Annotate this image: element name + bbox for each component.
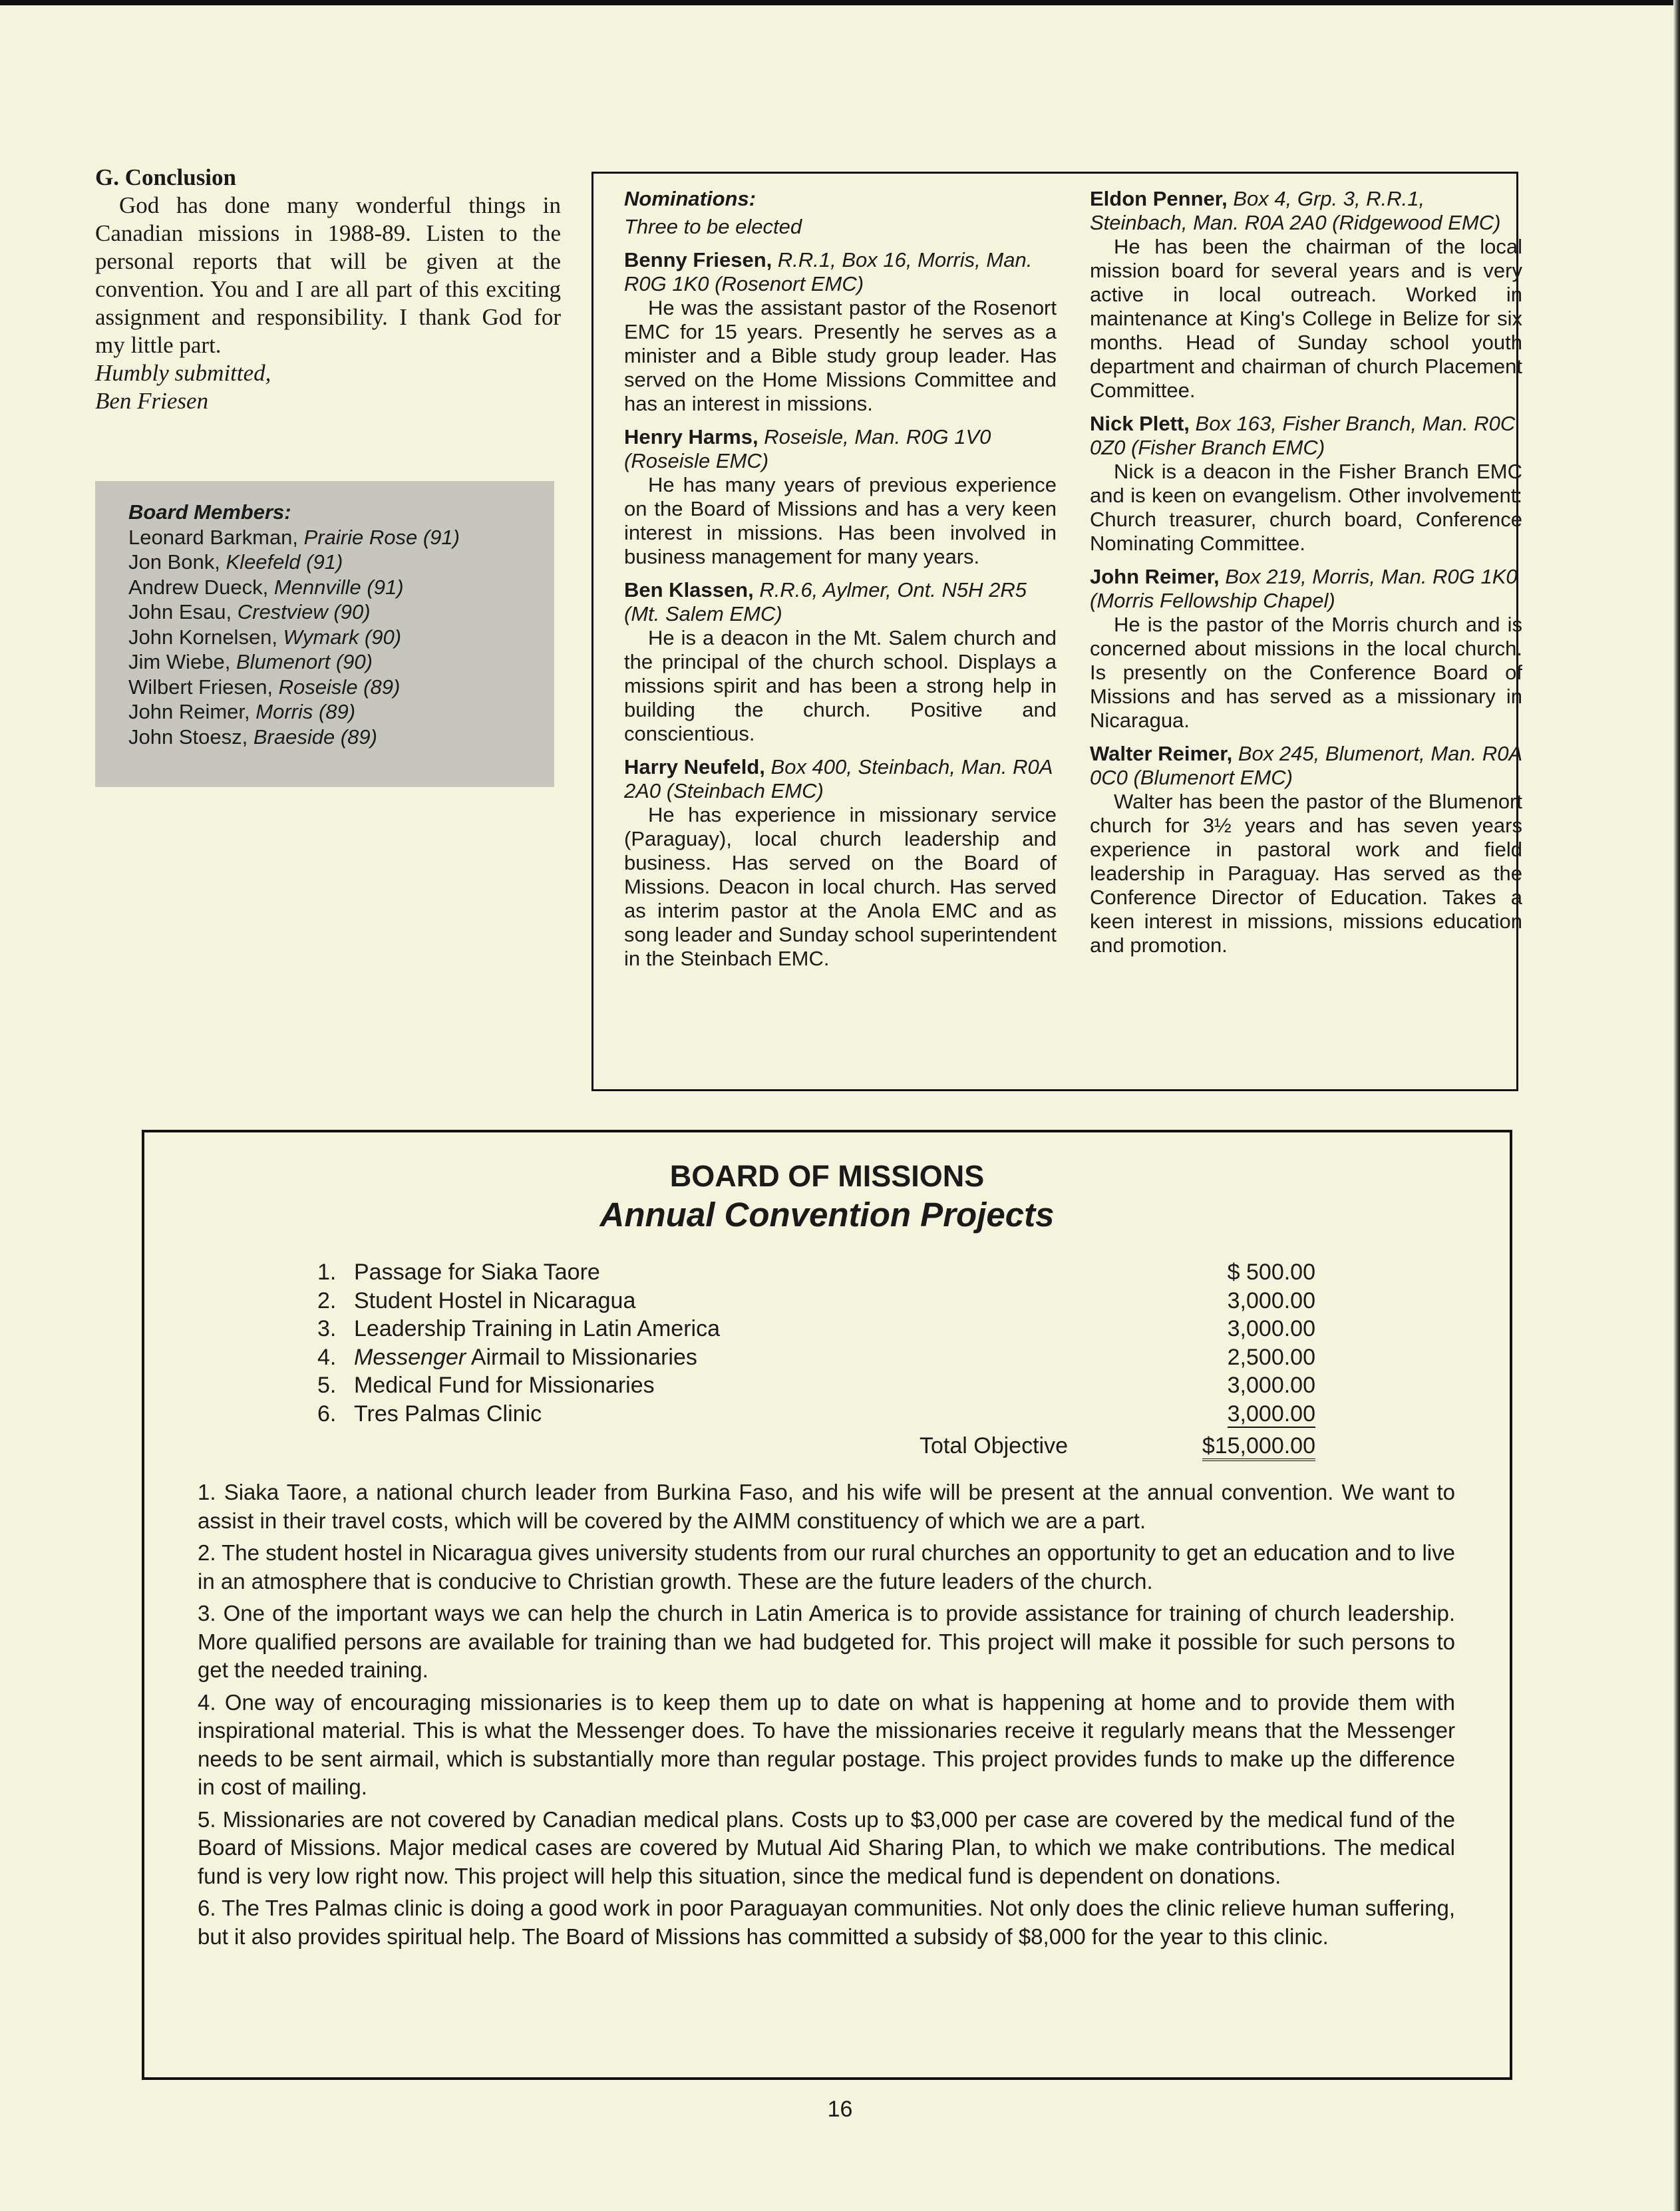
nominee-address: Box 245, Blumenort, Man. R0A 0C0 (Blumenort EMC) bbox=[1090, 742, 1522, 789]
nominee-name: Walter Reimer, bbox=[1090, 742, 1233, 765]
project-row: 2. Student Hostel in Nicaragua 3,000.00 bbox=[317, 1287, 1315, 1313]
nominations-subheading: Three to be elected bbox=[624, 215, 802, 238]
nominee-entry bbox=[1090, 565, 1522, 733]
nominee-name: Harry Neufeld, bbox=[624, 755, 765, 778]
project-row: 6. Tres Palmas Clinic 3,000.00 bbox=[317, 1401, 1315, 1427]
board-member: Jim Wiebe, Blumenort (90) bbox=[128, 650, 373, 673]
board-member: Wilbert Friesen, Roseisle (89) bbox=[128, 675, 401, 699]
project-row: 1. Passage for Siaka Taore $ 500.00 bbox=[317, 1260, 1315, 1285]
nominations-right-column bbox=[1090, 187, 1522, 957]
page-number: 16 bbox=[827, 2097, 853, 2122]
explanation-paragraph: 4. One way of encouraging missionaries is to keep them up to date on what is happening at home and to provide them with inspirational material. This is what the Messenger does. To have the missionaries receive it regularly means that the Messenger needs to be sent airmail, which is substantially more than regular postage. This project provides funds to make up the difference in cost of mailing. bbox=[198, 1689, 1455, 1799]
conclusion-heading: G. Conclusion bbox=[95, 164, 236, 190]
nominee-entry bbox=[624, 425, 1057, 569]
project-row: 5. Medical Fund for Missionaries 3,000.00 bbox=[317, 1373, 1315, 1398]
nominations-box bbox=[591, 172, 1522, 1091]
board-member: John Esau, Crestview (90) bbox=[128, 600, 371, 623]
nominee-bio: He has been the chairman of the local mission board for several years and is very active in local outreach. Worked in maintenance at King's College in Belize for six months. Head of Sunday school youth department and chairman of church Placement Committee. bbox=[1090, 235, 1522, 402]
board-members-heading: Board Members: bbox=[128, 500, 291, 524]
explanation-paragraph: 3. One of the important ways we can help the church in Latin America is to provide assistance for training of church leadership. More qualified persons are available for training than we had budgeted for. This project will make it possible for such persons to get the needed training. bbox=[198, 1601, 1455, 1682]
projects-total-row bbox=[317, 1432, 1315, 1465]
explanation-paragraph: 5. Missionaries are not covered by Canadian medical plans. Costs up to $3,000 per case are covered by the medical fund of the Board of Missions. Major medical cases are covered by Mutual Aid Sharing Plan, to which we make contributions. The medical fund is very low right now. This project will help this situation, since the medical fund is dependent on donations. bbox=[198, 1806, 1455, 1888]
board-member: Andrew Dueck, Mennville (91) bbox=[128, 575, 404, 599]
explanation-paragraph: 6. The Tres Palmas clinic is doing a good work in poor Paraguayan communities. Not only does the clinic relieve human suffering, but it also provides spiritual help. The Board of Missions has committed a subsidy of $8,000 for the year to this clinic. bbox=[198, 1896, 1455, 1949]
nominations-left-column bbox=[624, 187, 1057, 971]
nominations-heading: Nominations: bbox=[624, 187, 756, 210]
total-label: Total Objective bbox=[920, 1433, 1068, 1458]
board-member: Leonard Barkman, Prairie Rose (91) bbox=[128, 525, 460, 549]
projects-explanations bbox=[198, 1478, 1455, 1955]
nominee-name: Ben Klassen, bbox=[624, 578, 754, 601]
nominee-bio: He was the assistant pastor of the Rosenort EMC for 15 years. Presently he serves as a minister and a Bible study group leader. Has served on the Home Missions Committee and has an interest in missions. bbox=[624, 296, 1057, 415]
nominee-bio: He has experience in missionary service (Paraguay), local church leadership and business. Has served on the Board of Missions. Deacon in local church. Has served as interim pastor at the Anola EMC and as song leader and Sunday school superintendent in the Steinbach EMC. bbox=[624, 803, 1057, 970]
total-amount: $15,000.00 bbox=[1202, 1433, 1315, 1461]
explanation-paragraph: 1. Siaka Taore, a national church leader from Burkina Faso, and his wife will be present at the annual convention. We want to assist in their travel costs, which will be covered by the AIMM constituency of which we are a part. bbox=[198, 1480, 1455, 1533]
nominee-bio: Nick is a deacon in the Fisher Branch EMC and is keen on evangelism. Other involvement: Church treasurer, church board, Conference Nominating Committee. bbox=[1090, 460, 1522, 555]
board-member: John Stoesz, Braeside (89) bbox=[128, 725, 377, 749]
nominee-entry bbox=[1090, 412, 1522, 556]
nominee-address: R.R.1, Box 16, Morris, Man. R0G 1K0 (Rosenort EMC) bbox=[624, 248, 1033, 295]
project-row: 3. Leadership Training in Latin America 3,000.00 bbox=[317, 1316, 1315, 1341]
board-member: Jon Bonk, Kleefeld (91) bbox=[128, 550, 343, 574]
projects-box bbox=[142, 1130, 1512, 2080]
board-members-box bbox=[95, 481, 554, 787]
page-right-edge bbox=[1673, 0, 1680, 2211]
projects-title: BOARD OF MISSIONS bbox=[669, 1159, 985, 1193]
board-member: John Reimer, Morris (89) bbox=[128, 700, 356, 723]
nominee-entry bbox=[1090, 187, 1522, 403]
nominee-address: Box 163, Fisher Branch, Man. R0C 0Z0 (Fisher Branch EMC) bbox=[1090, 412, 1516, 459]
nominee-bio: He has many years of previous experience on the Board of Missions and has a very keen interest in missions. Has been involved in business management for many years. bbox=[624, 473, 1057, 568]
conclusion-closing: Humbly submitted, bbox=[95, 360, 271, 386]
nominee-address: R.R.6, Aylmer, Ont. N5H 2R5 (Mt. Salem EMC) bbox=[624, 578, 1027, 625]
nominee-entry bbox=[624, 248, 1057, 416]
conclusion-body: God has done many wonderful things in Canadian missions in 1988-89. Listen to the personal reports that will be given at the convention. You and I are all part of this exciting assignment and responsibility. I thank God for my little part. bbox=[95, 192, 561, 358]
nominee-name: Nick Plett, bbox=[1090, 412, 1190, 435]
nominee-address: Roseisle, Man. R0G 1V0 (Roseisle EMC) bbox=[624, 425, 991, 472]
nominee-name: Eldon Penner, bbox=[1090, 187, 1228, 210]
board-member: John Kornelsen, Wymark (90) bbox=[128, 625, 402, 649]
nominee-bio: He is the pastor of the Morris church and is concerned about missions in the local church. Is presently on the Conference Board of Missions and has served as a missionary in Nicaragua. bbox=[1090, 613, 1522, 732]
conclusion-signature: Ben Friesen bbox=[95, 388, 209, 414]
nominee-entry bbox=[624, 755, 1057, 971]
nominee-bio: Walter has been the pastor of the Blumenort church for 3½ years and has seven years experience in pastoral work and field leadership in Paraguay. Has served as the Conference Director of Education. Takes a keen interest in missions, missions education and promotion. bbox=[1090, 790, 1522, 957]
explanation-paragraph: 2. The student hostel in Nicaragua gives university students from our rural churches an opportunity to get an education and to live in an atmosphere that is conducive to Christian growth. These are the future leaders of the church. bbox=[198, 1540, 1455, 1594]
nominee-bio: He is a deacon in the Mt. Salem church and the principal of the church school. Displays a missions spirit and has been a strong help in building the church. Positive and conscientious. bbox=[624, 626, 1057, 745]
nominee-address: Box 4, Grp. 3, R.R.1, Steinbach, Man. R0A 2A0 (Ridgewood EMC) bbox=[1090, 187, 1501, 234]
nominee-name: John Reimer, bbox=[1090, 565, 1220, 588]
nominee-address: Box 400, Steinbach, Man. R0A 2A0 (Steinbach EMC) bbox=[624, 755, 1053, 802]
projects-subtitle: Annual Convention Projects bbox=[599, 1196, 1055, 1234]
nominee-name: Henry Harms, bbox=[624, 425, 758, 448]
nominee-entry bbox=[624, 578, 1057, 746]
page-top-edge bbox=[0, 0, 1680, 5]
projects-list bbox=[317, 1258, 1315, 1465]
nominee-address: Box 219, Morris, Man. R0G 1K0 (Morris Fellowship Chapel) bbox=[1090, 565, 1518, 612]
conclusion-section bbox=[95, 164, 561, 415]
project-row: 4. Messenger Airmail to Missionaries 2,500.00 bbox=[317, 1344, 1315, 1370]
nominee-name: Benny Friesen, bbox=[624, 248, 772, 271]
nominee-entry bbox=[1090, 742, 1522, 957]
